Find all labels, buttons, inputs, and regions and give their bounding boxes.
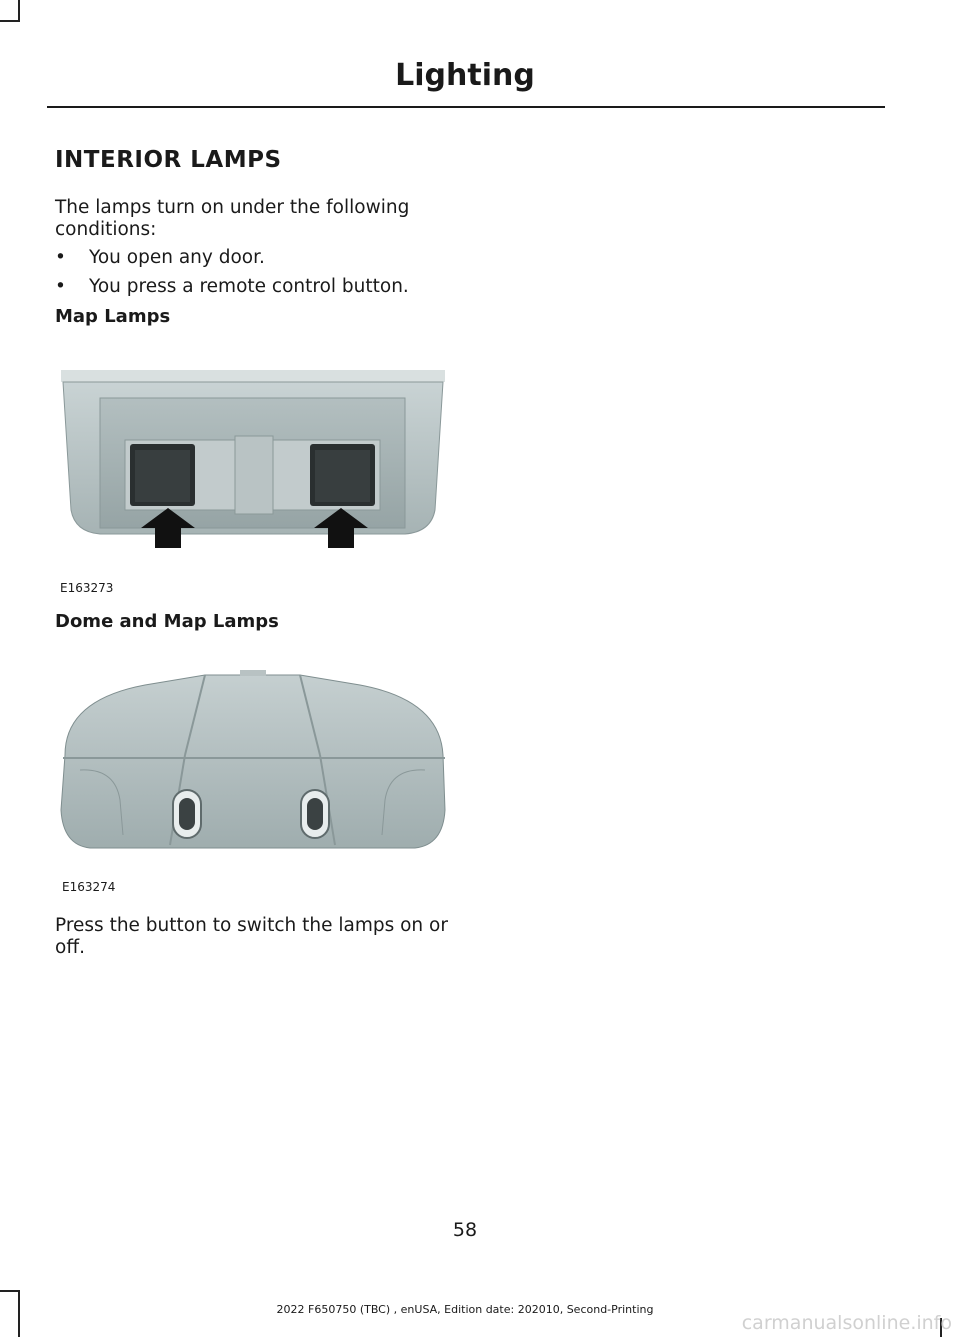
crop-mark (18, 0, 20, 22)
crop-mark (0, 1290, 20, 1292)
lamp-switch-right (301, 790, 329, 838)
map-lamps-heading: Map Lamps (55, 306, 171, 327)
dome-map-lamps-illustration (55, 660, 450, 860)
crop-mark (0, 20, 20, 22)
closing-paragraph: Press the button to switch the lamps on or off. (55, 915, 448, 958)
bullet-marker: • (55, 247, 66, 268)
header-divider (47, 106, 885, 108)
figure-code: E163273 (60, 581, 114, 595)
edition-footer: 2022 F650750 (TBC) , enUSA, Edition date: 202010, Second-Printing (276, 1303, 654, 1316)
section-heading: INTERIOR LAMPS (55, 147, 282, 173)
watermark: carmanualsonline.info (741, 1312, 952, 1334)
bullet-text: You press a remote control button. (89, 276, 409, 297)
bullet-marker: • (55, 276, 66, 297)
dome-map-lamps-heading: Dome and Map Lamps (55, 611, 279, 632)
bullet-text: You open any door. (89, 247, 265, 268)
map-lamps-illustration (55, 360, 450, 565)
figure-code: E163274 (62, 880, 116, 894)
page-number: 58 (452, 1219, 478, 1241)
page-title: Lighting (395, 58, 535, 93)
lamp-switch-left (173, 790, 201, 838)
intro-paragraph: The lamps turn on under the following conditions: (55, 197, 410, 240)
